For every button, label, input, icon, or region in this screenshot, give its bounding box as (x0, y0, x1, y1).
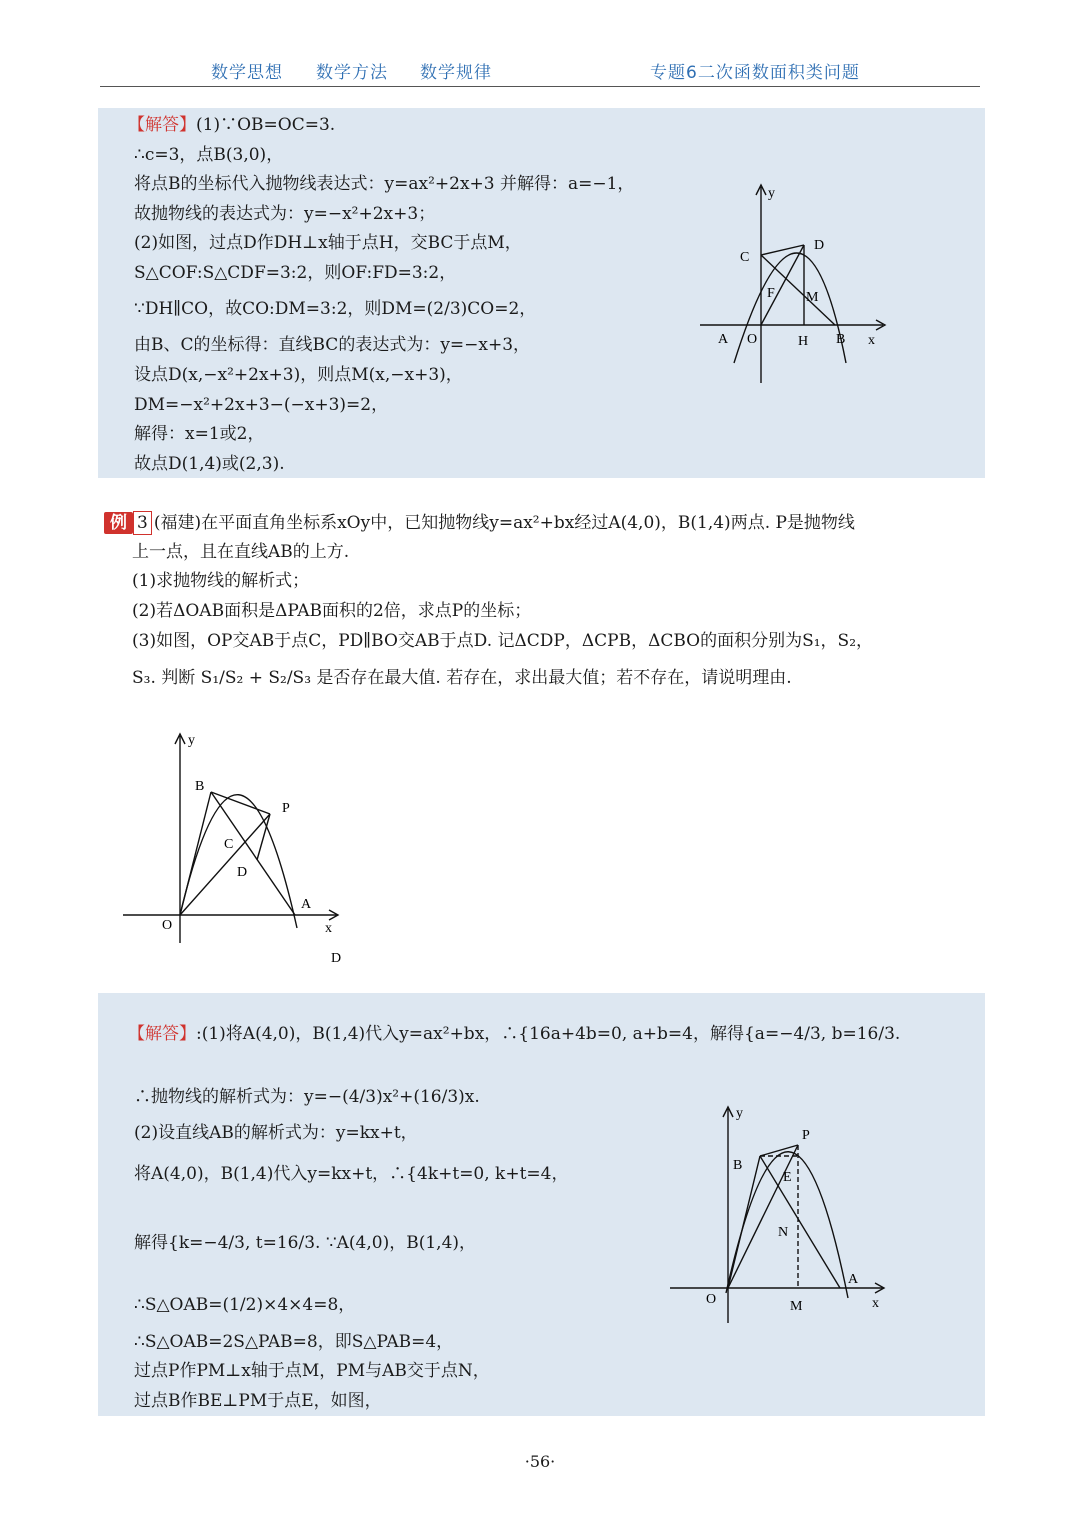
segment-OB (180, 792, 211, 915)
fig3-label-N: N (778, 1225, 789, 1240)
solution2-figure (668, 1103, 898, 1328)
solution1-tag: 【解答】 (128, 115, 196, 135)
fig3-label-P: P (802, 1128, 810, 1143)
example-num: 3 (133, 511, 152, 535)
fig1-label-H: H (798, 334, 809, 349)
example-line-3: (2)若ΔOAB面积是ΔPAB面积的2倍，求点P的坐标； (132, 601, 532, 621)
segment-BA (760, 1156, 840, 1288)
fig1-label-C: C (740, 250, 750, 265)
fig2-label-below: D (331, 951, 342, 966)
solution1-line-9: DM=−x²+2x+3−(−x+3)=2， (134, 395, 389, 415)
solution2-line-3: 将A(4,0)，B(1,4)代入y=kx+t，∴{4k+t=0, k+t=4， (134, 1164, 569, 1184)
fig1-label-O: O (747, 332, 758, 347)
fig2-label-B: B (195, 779, 205, 794)
solution1-line-8: 设点D(x,−x²+2x+3)，则点M(x,−x+3)， (134, 365, 463, 385)
fig1-label-A: A (718, 332, 729, 347)
solution2-line-4: 解得{k=−4/3, t=16/3. ∵A(4,0)，B(1,4)， (134, 1233, 477, 1253)
solution2-line-1: ∴抛物线的解析式为：y=−(4/3)x²+(16/3)x. (134, 1087, 480, 1107)
solution1-line-3: 故抛物线的表达式为：y=−x²+2x+3； (134, 204, 436, 224)
header-left-2: 数学方法 (316, 63, 388, 83)
fig1-label-B: B (836, 332, 846, 347)
solution2-line-7: 过点P作PM⊥x轴于点M，PM与AB交于点N， (134, 1361, 490, 1381)
fig2-label-C: C (224, 837, 234, 852)
segment-OB (728, 1156, 760, 1288)
fig2-label-D: D (237, 865, 248, 880)
solution1-line-6: ∵DH∥CO，故CO:DM=3:2，则DM=(2/3)CO=2， (134, 299, 537, 319)
fig1-label-F: F (767, 286, 775, 301)
solution1-line-5: S△COF:S△CDF=3:2，则OF:FD=3:2， (134, 263, 457, 283)
solution1-line-4: (2)如图，过点D作DH⊥x轴于点H，交BC于点M， (134, 233, 522, 253)
fig3-label-O: O (706, 1292, 717, 1307)
solution1-figure (698, 183, 898, 393)
solution2-line-2: (2)设直线AB的解析式为：y=kx+t， (134, 1123, 418, 1143)
fig2-label-O: O (162, 918, 173, 933)
fig3-label-M: M (790, 1299, 803, 1314)
fig3-label-E: E (783, 1170, 792, 1185)
example-line-1: 上一点，且在直线AB的上方. (132, 542, 350, 562)
solution1-line-2: 将点B的坐标代入抛物线表达式：y=ax²+2x+3 并解得：a=−1， (134, 174, 635, 194)
header-right: 专题6二次函数面积类问题 (650, 63, 860, 83)
solution1-line-0: 【解答】(1)∵OB=OC=3. (128, 115, 336, 135)
fig1-label-D: D (814, 238, 825, 253)
fig3-label-B: B (733, 1158, 743, 1173)
example-tag: 例 (104, 512, 133, 534)
fig3-label-y: y (736, 1106, 743, 1121)
fig1-label-M: M (806, 290, 819, 305)
fig2-label-x: x (325, 921, 332, 936)
header-rule (100, 86, 980, 87)
example-figure (115, 728, 355, 968)
fig2-label-P: P (282, 801, 290, 816)
solution1-line-7: 由B、C的坐标得：直线BC的表达式为：y=−x+3， (134, 335, 531, 355)
solution-box-1 (98, 108, 985, 478)
segment-OD (761, 245, 804, 325)
solution2-line-5: ∴S△OAB=(1/2)×4×4=8， (134, 1295, 356, 1315)
fig1-label-x: x (868, 333, 875, 348)
page-number: ·56· (524, 1452, 556, 1471)
fig1-label-y: y (768, 186, 775, 201)
solution2-line-8: 过点B作BE⊥PM于点E，如图， (134, 1391, 382, 1411)
solution1-line-11: 故点D(1,4)或(2,3). (134, 454, 285, 474)
solution2-line-0: 【解答】:(1)将A(4,0)，B(1,4)代入y=ax²+bx，∴{16a+4b=0, a+b=4，解得{a=−4/3, b=16/3. (128, 1024, 901, 1044)
example-line-5: S₃. 判断 S₁/S₂ + S₂/S₃ 是否存在最大值. 若存在，求出最大值；若不存在，请说明理由. (132, 668, 792, 688)
solution-box-2 (98, 993, 985, 1416)
solution2-line-6: ∴S△OAB=2S△PAB=8，即S△PAB=4， (134, 1332, 454, 1352)
header-left-3: 数学规律 (420, 63, 492, 83)
solution1-line-1: ∴c=3，点B(3,0)， (134, 145, 284, 165)
header-left-1: 数学思想 (211, 63, 283, 83)
fig2-label-y: y (188, 733, 195, 748)
example-line-2: (1)求抛物线的解析式； (132, 571, 310, 591)
fig2-label-A: A (301, 897, 312, 912)
example-line-4: (3)如图，OP交AB于点C，PD∥BO交AB于点D. 记ΔCDP，ΔCPB，ΔCBO的面积分别为S₁，S₂， (132, 631, 874, 651)
solution1-line-10: 解得：x=1或2， (134, 424, 265, 444)
solution2-tag: 【解答】 (128, 1024, 196, 1044)
fig3-label-A: A (848, 1272, 859, 1287)
example-line-0: 例 3 (福建)在平面直角坐标系xOy中，已知抛物线y=ax²+bx经过A(4,0)，B(1,4)两点. P是抛物线 (104, 511, 855, 535)
parabola (180, 795, 297, 928)
fig3-label-x: x (872, 1296, 879, 1311)
